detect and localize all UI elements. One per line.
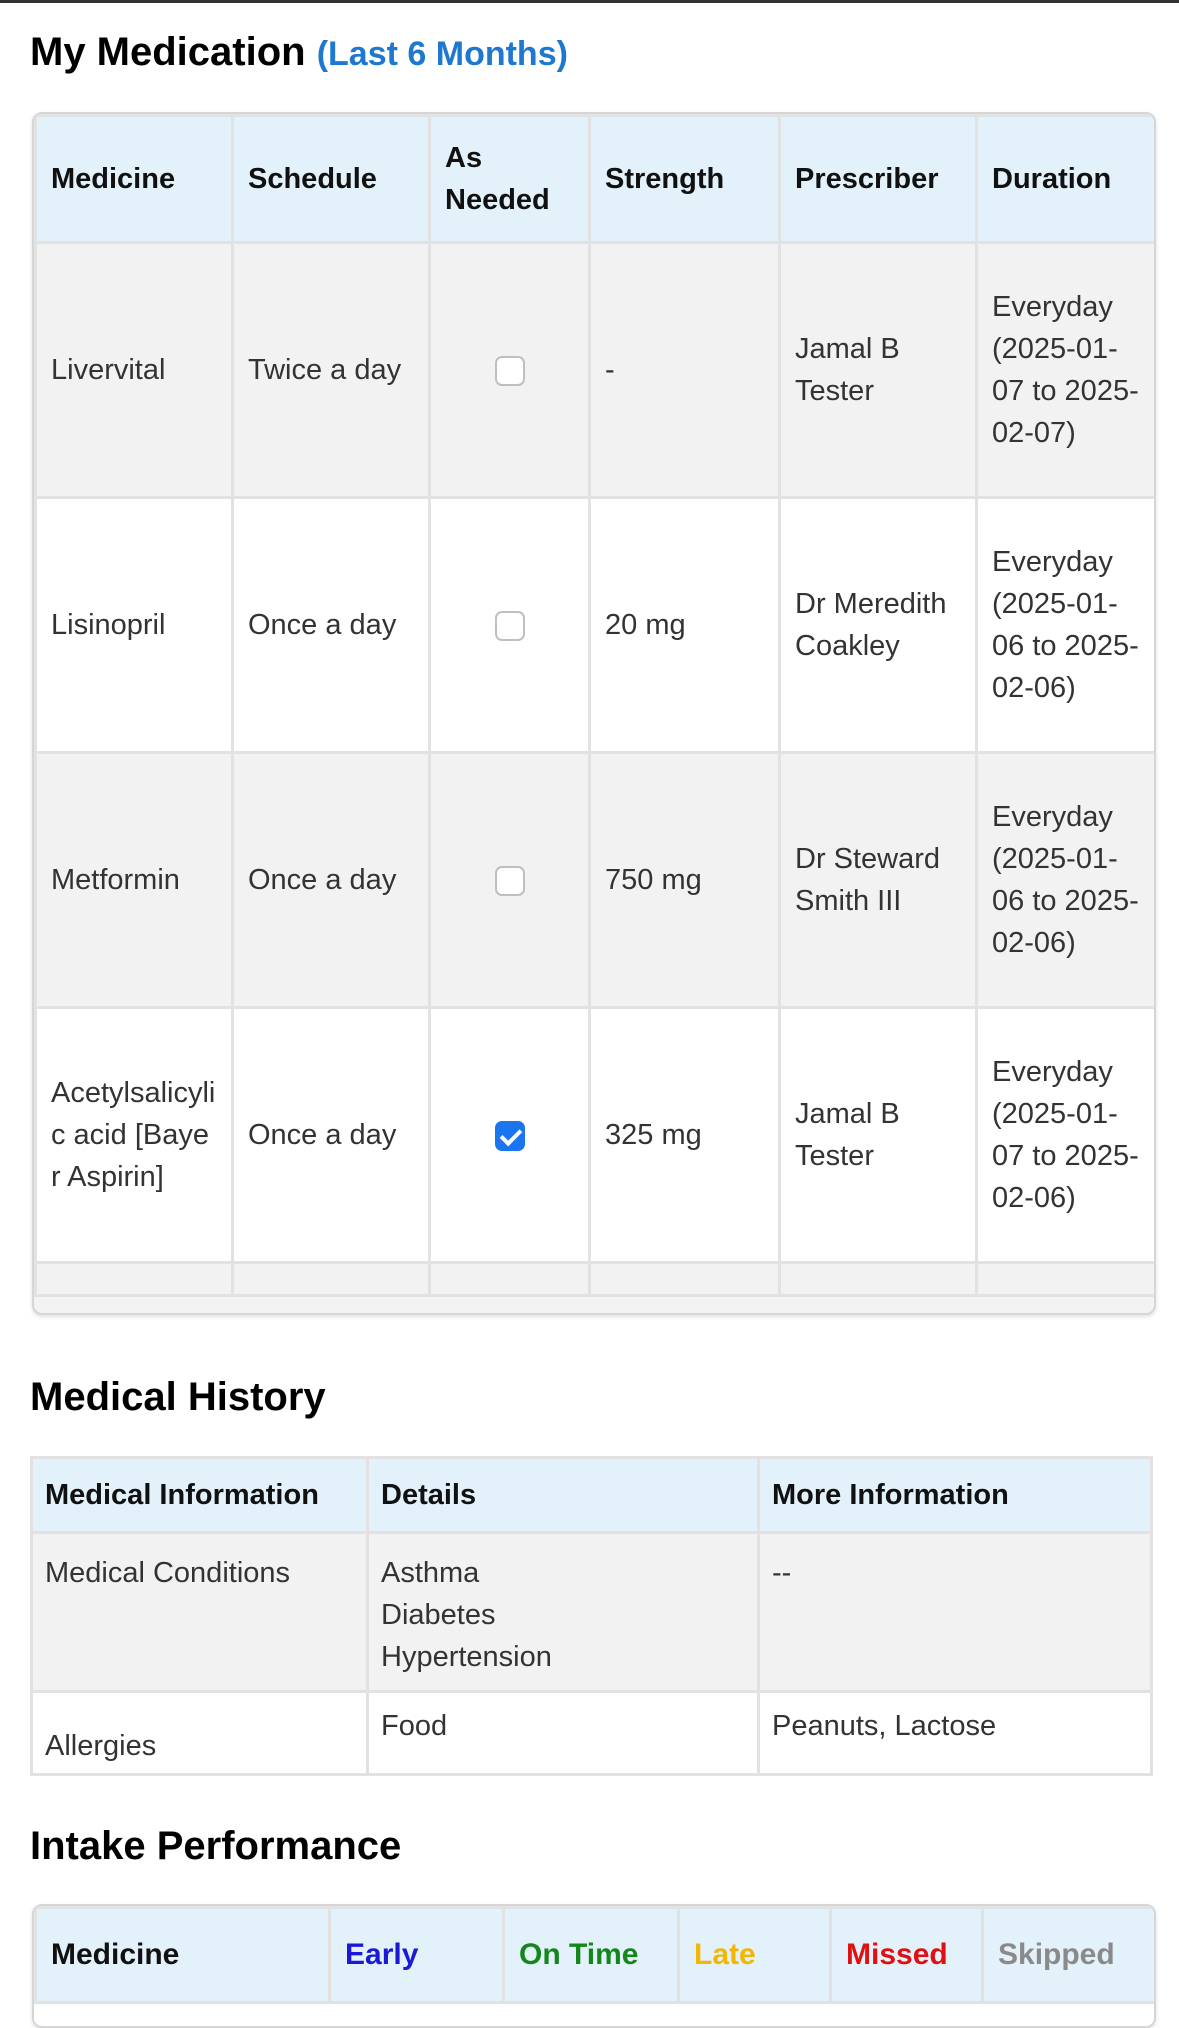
strength: 20 mg [590,498,780,753]
medication-table [34,114,1156,1297]
as-needed-checkbox[interactable] [495,611,525,641]
schedule: Once a day [233,753,430,1008]
history-header-row [32,1458,1152,1533]
conditions-more: -- [759,1533,1152,1692]
conditions-label: Medical Conditions [32,1533,368,1692]
header-schedule: Schedule [233,116,430,243]
allergies-more: Peanuts, Lactose [759,1692,1152,1775]
schedule: Once a day [233,498,430,753]
header-early: Early [330,1908,504,2003]
header-medicine: Medicine [36,1908,330,2003]
header-strength: Strength [590,116,780,243]
header-details: Details [368,1458,759,1533]
top-border [0,0,1179,3]
schedule: Twice a day [233,243,430,498]
conditions-details [368,1533,759,1692]
condition-item: Diabetes [381,1599,496,1631]
header-duration: Duration [977,116,1156,243]
history-table [30,1456,1153,1776]
header-on-time: On Time [504,1908,679,2003]
table-row [36,753,1156,1008]
allergies-details: Food [368,1692,759,1775]
header-as-needed-line2: Needed [445,184,550,216]
empty-cell [977,1263,1156,1296]
history-title: Medical History [30,1375,326,1419]
table-row [36,498,1156,753]
header-as-needed-line1: As [445,142,483,174]
header-missed: Missed [831,1908,983,2003]
condition-item: Asthma [381,1557,480,1589]
as-needed-cell [430,753,590,1008]
duration: Everyday (2025-01-07 to 2025-02-07) [977,243,1156,498]
header-skipped: Skipped [983,1908,1156,2003]
medication-title-text: My Medication [30,30,306,74]
table-row [36,243,1156,498]
prescriber: Dr Meredith Coakley [780,498,977,753]
prescriber: Dr Steward Smith III [780,753,977,1008]
duration: Everyday (2025-01-06 to 2025-02-06) [977,498,1156,753]
duration: Everyday (2025-01-07 to 2025-02-06) [977,1008,1156,1263]
medicine-name: Acetylsalicylic acid [Bayer Aspirin] [36,1008,233,1263]
empty-cell [590,1263,780,1296]
empty-cell [780,1263,977,1296]
strength: 325 mg [590,1008,780,1263]
condition-item: Hypertension [381,1641,552,1673]
allergies-label: Allergies [32,1692,368,1775]
header-prescriber: Prescriber [780,116,977,243]
strength: - [590,243,780,498]
as-needed-cell [430,243,590,498]
medication-subtitle: (Last 6 Months) [316,35,568,73]
medication-title [30,30,568,75]
medication-header-row [36,116,1156,243]
performance-table-container [32,1904,1156,2028]
medicine-name: Livervital [36,243,233,498]
performance-header-row [36,1908,1156,2003]
header-late: Late [679,1908,831,2003]
performance-title: Intake Performance [30,1824,402,1868]
as-needed-cell [430,498,590,753]
table-row [32,1692,1152,1775]
schedule: Once a day [233,1008,430,1263]
empty-cell [36,1263,233,1296]
empty-cell [430,1263,590,1296]
empty-cell [233,1263,430,1296]
header-medical-information: Medical Information [32,1458,368,1533]
header-medicine: Medicine [36,116,233,243]
header-as-needed [430,116,590,243]
duration: Everyday (2025-01-06 to 2025-02-06) [977,753,1156,1008]
strength: 750 mg [590,753,780,1008]
performance-table [34,1906,1156,2004]
medication-table-container [32,112,1156,1315]
table-row [32,1533,1152,1692]
medicine-name: Lisinopril [36,498,233,753]
as-needed-checkbox[interactable] [495,356,525,386]
empty-row [36,1263,1156,1296]
medicine-name: Metformin [36,753,233,1008]
header-more-information: More Information [759,1458,1152,1533]
as-needed-cell [430,1008,590,1263]
as-needed-checkbox[interactable] [495,1121,525,1151]
as-needed-checkbox[interactable] [495,866,525,896]
table-row [36,1008,1156,1263]
prescriber: Jamal B Tester [780,243,977,498]
prescriber: Jamal B Tester [780,1008,977,1263]
